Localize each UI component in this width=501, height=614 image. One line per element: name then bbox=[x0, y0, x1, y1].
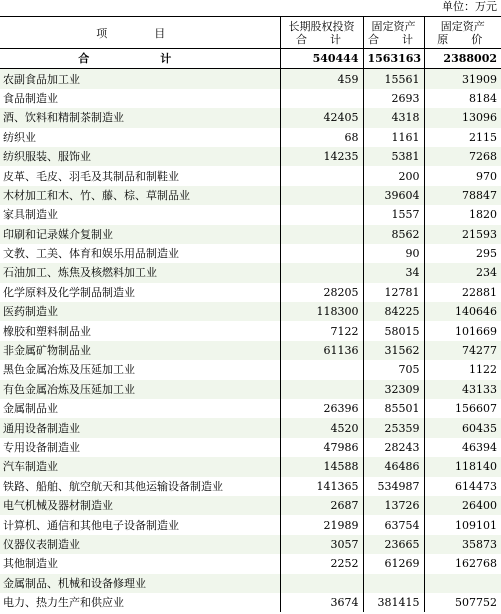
fixed-assets-value: 8562 bbox=[363, 225, 424, 244]
long-term-equity-value: 21989 bbox=[280, 515, 363, 534]
industry-name: 金属制品、机械和设备修理业 bbox=[0, 574, 280, 593]
total-row bbox=[0, 49, 501, 69]
industry-name: 通用设备制造业 bbox=[0, 418, 280, 437]
long-term-equity-value: 2252 bbox=[280, 554, 363, 573]
table-row bbox=[0, 554, 501, 573]
table-row bbox=[0, 341, 501, 360]
long-term-equity-value bbox=[280, 263, 363, 282]
header-line: 合 计 bbox=[296, 33, 347, 46]
table-row bbox=[0, 128, 501, 147]
fixed-assets-original-value: 140646 bbox=[424, 302, 501, 321]
fixed-assets-original-value: 614473 bbox=[424, 477, 501, 496]
long-term-equity-value bbox=[280, 380, 363, 399]
long-term-equity-value: 141365 bbox=[280, 477, 363, 496]
industry-name: 木材加工和木、竹、藤、棕、草制品业 bbox=[0, 186, 280, 205]
fixed-assets-value: 23665 bbox=[363, 535, 424, 554]
fixed-assets-original-value: 7268 bbox=[424, 147, 501, 166]
industry-name: 其他制造业 bbox=[3, 557, 58, 571]
table-row bbox=[0, 302, 501, 321]
industry-name: 医药制造业 bbox=[0, 302, 280, 321]
table-row bbox=[0, 574, 501, 593]
industry-name: 仪器仪表制造业 bbox=[0, 535, 280, 554]
industry-name: 印刷和记录媒介复制业 bbox=[0, 225, 280, 244]
fixed-assets-original-value: 1122 bbox=[424, 360, 501, 379]
fixed-assets-original-value: 22881 bbox=[424, 283, 501, 302]
header-line: 固定资产 bbox=[371, 20, 416, 33]
total-label: 合 计 bbox=[0, 49, 280, 69]
fixed-assets-original-value: 156607 bbox=[424, 399, 501, 418]
long-term-equity-value: 4520 bbox=[280, 418, 363, 437]
long-term-equity-value: 118300 bbox=[280, 302, 363, 321]
header-fixed-assets-original bbox=[424, 17, 501, 49]
industry-name: 文教、工美、体育和娱乐用品制造业 bbox=[3, 247, 179, 261]
total-fixed-assets-original: 2388002 bbox=[424, 49, 501, 69]
table-row bbox=[0, 535, 501, 554]
fixed-assets-original-value: 234 bbox=[424, 263, 501, 282]
table-row bbox=[0, 418, 501, 437]
table-row bbox=[0, 515, 501, 534]
fixed-assets-value: 534987 bbox=[363, 477, 424, 496]
industry-name: 农副食品加工业 bbox=[0, 69, 280, 89]
fixed-assets-value: 705 bbox=[363, 360, 424, 379]
fixed-assets-value: 15561 bbox=[363, 69, 424, 89]
fixed-assets-original-value: 31909 bbox=[424, 69, 501, 89]
industry-name: 家具制造业 bbox=[3, 208, 58, 222]
unit-label: 单位：万元 bbox=[442, 0, 497, 13]
fixed-assets-original-value: 74277 bbox=[424, 341, 501, 360]
fixed-assets-original-value: 970 bbox=[424, 166, 501, 185]
table-row bbox=[0, 205, 501, 224]
fixed-assets-original-value bbox=[424, 574, 501, 593]
fixed-assets-original-value: 118140 bbox=[424, 457, 501, 476]
table-row bbox=[0, 477, 501, 496]
long-term-equity-value bbox=[280, 225, 363, 244]
header-fixed-assets-total bbox=[363, 17, 424, 49]
header-line: 合 计 bbox=[368, 33, 419, 46]
industry-name: 汽车制造业 bbox=[0, 457, 280, 476]
table-row bbox=[0, 438, 501, 457]
fixed-assets-value: 13726 bbox=[363, 496, 424, 515]
header-long-term-equity bbox=[280, 17, 363, 49]
fixed-assets-original-value: 101669 bbox=[424, 321, 501, 340]
table-row bbox=[0, 360, 501, 379]
fixed-assets-value: 1161 bbox=[363, 128, 424, 147]
fixed-assets-original-value: 8184 bbox=[424, 89, 501, 108]
industry-name: 纺织业 bbox=[3, 130, 36, 144]
fixed-assets-value: 32309 bbox=[363, 380, 424, 399]
industry-name: 食品制造业 bbox=[3, 91, 58, 105]
long-term-equity-value: 14588 bbox=[280, 457, 363, 476]
header-line: 原 价 bbox=[437, 33, 489, 46]
fixed-assets-original-value: 295 bbox=[424, 244, 501, 263]
long-term-equity-value: 459 bbox=[280, 69, 363, 89]
fixed-assets-original-value: 1820 bbox=[424, 205, 501, 224]
table-row bbox=[0, 593, 501, 612]
table-row bbox=[0, 186, 501, 205]
industry-name: 金属制品业 bbox=[3, 402, 58, 416]
long-term-equity-value bbox=[280, 166, 363, 185]
fixed-assets-value: 381415 bbox=[363, 593, 424, 612]
industry-name: 电气机械及器材制造业 bbox=[0, 496, 280, 515]
fixed-assets-original-value: 13096 bbox=[424, 108, 501, 127]
industry-name: 专用设备制造业 bbox=[3, 441, 80, 454]
table-row bbox=[0, 321, 501, 340]
fixed-assets-value: 58015 bbox=[363, 321, 424, 340]
fixed-assets-original-value: 21593 bbox=[424, 225, 501, 244]
industry-name: 非金属矿物制品业 bbox=[0, 341, 280, 360]
fixed-assets-original-value: 60435 bbox=[424, 418, 501, 437]
long-term-equity-value: 26396 bbox=[280, 399, 363, 418]
long-term-equity-value: 68 bbox=[280, 128, 363, 147]
table-row bbox=[0, 244, 501, 263]
long-term-equity-value bbox=[280, 89, 363, 108]
fixed-assets-value: 61269 bbox=[363, 554, 424, 573]
fixed-assets-value: 31562 bbox=[363, 341, 424, 360]
table-row bbox=[0, 166, 501, 185]
header-line: 固定资产 bbox=[440, 20, 485, 33]
table-row bbox=[0, 263, 501, 282]
long-term-equity-value bbox=[280, 574, 363, 593]
fixed-assets-value: 28243 bbox=[363, 438, 424, 457]
industry-name: 化学原料及化学制品制造业 bbox=[3, 285, 135, 299]
long-term-equity-value: 47986 bbox=[280, 438, 363, 457]
table-row bbox=[0, 69, 501, 89]
fixed-assets-value: 12781 bbox=[363, 283, 424, 302]
long-term-equity-value: 2687 bbox=[280, 496, 363, 515]
long-term-equity-value bbox=[280, 186, 363, 205]
long-term-equity-value: 3674 bbox=[280, 593, 363, 612]
fixed-assets-original-value: 109101 bbox=[424, 515, 501, 534]
statistics-table bbox=[0, 16, 501, 612]
fixed-assets-value: 34 bbox=[363, 263, 424, 282]
table-row bbox=[0, 147, 501, 166]
industry-name: 有色金属冶炼及压延加工业 bbox=[0, 380, 280, 399]
header-item: 项 目 bbox=[0, 17, 280, 49]
fixed-assets-value bbox=[363, 574, 424, 593]
long-term-equity-value: 61136 bbox=[280, 341, 363, 360]
fixed-assets-value: 85501 bbox=[363, 399, 424, 418]
fixed-assets-original-value: 26400 bbox=[424, 496, 501, 515]
fixed-assets-original-value: 78847 bbox=[424, 186, 501, 205]
table-row bbox=[0, 225, 501, 244]
long-term-equity-value: 42405 bbox=[280, 108, 363, 127]
industry-name: 橡胶和塑料制品业 bbox=[3, 324, 91, 338]
industry-name: 纺织服装、服饰业 bbox=[0, 147, 280, 166]
fixed-assets-value: 90 bbox=[363, 244, 424, 263]
long-term-equity-value bbox=[280, 360, 363, 379]
table-header-row bbox=[0, 17, 501, 49]
industry-name: 石油加工、炼焦及核燃料加工业 bbox=[0, 263, 280, 282]
long-term-equity-value: 14235 bbox=[280, 147, 363, 166]
table-row bbox=[0, 399, 501, 418]
long-term-equity-value: 3057 bbox=[280, 535, 363, 554]
long-term-equity-value: 28205 bbox=[280, 283, 363, 302]
fixed-assets-original-value: 162768 bbox=[424, 554, 501, 573]
table-row bbox=[0, 496, 501, 515]
fixed-assets-value: 200 bbox=[363, 166, 424, 185]
fixed-assets-original-value: 35873 bbox=[424, 535, 501, 554]
table-row bbox=[0, 380, 501, 399]
fixed-assets-value: 63754 bbox=[363, 515, 424, 534]
industry-name: 铁路、船舶、航空航天和其他运输设备制造业 bbox=[3, 479, 223, 493]
table-row bbox=[0, 108, 501, 127]
fixed-assets-original-value: 2115 bbox=[424, 128, 501, 147]
table-row bbox=[0, 283, 501, 302]
long-term-equity-value bbox=[280, 205, 363, 224]
fixed-assets-original-value: 46394 bbox=[424, 438, 501, 457]
industry-name: 酒、饮料和精制茶制造业 bbox=[0, 108, 280, 127]
fixed-assets-value: 25359 bbox=[363, 418, 424, 437]
table-row bbox=[0, 89, 501, 108]
industry-name: 黑色金属冶炼及压延加工业 bbox=[3, 363, 135, 377]
industry-name: 计算机、通信和其他电子设备制造业 bbox=[3, 518, 179, 532]
fixed-assets-original-value: 43133 bbox=[424, 380, 501, 399]
header-line: 长期股权投资 bbox=[288, 20, 355, 33]
fixed-assets-value: 39604 bbox=[363, 186, 424, 205]
table-row bbox=[0, 457, 501, 476]
industry-name: 电力、热力生产和供应业 bbox=[3, 596, 124, 610]
fixed-assets-value: 2693 bbox=[363, 89, 424, 108]
fixed-assets-original-value: 507752 bbox=[424, 593, 501, 612]
fixed-assets-value: 4318 bbox=[363, 108, 424, 127]
total-fixed-assets: 1563163 bbox=[363, 49, 424, 69]
fixed-assets-value: 5381 bbox=[363, 147, 424, 166]
long-term-equity-value bbox=[280, 244, 363, 263]
total-long-term-equity: 540444 bbox=[280, 49, 363, 69]
fixed-assets-value: 1557 bbox=[363, 205, 424, 224]
fixed-assets-value: 84225 bbox=[363, 302, 424, 321]
industry-name: 皮革、毛皮、羽毛及其制品和制鞋业 bbox=[3, 169, 179, 183]
long-term-equity-value: 7122 bbox=[280, 321, 363, 340]
fixed-assets-value: 46486 bbox=[363, 457, 424, 476]
